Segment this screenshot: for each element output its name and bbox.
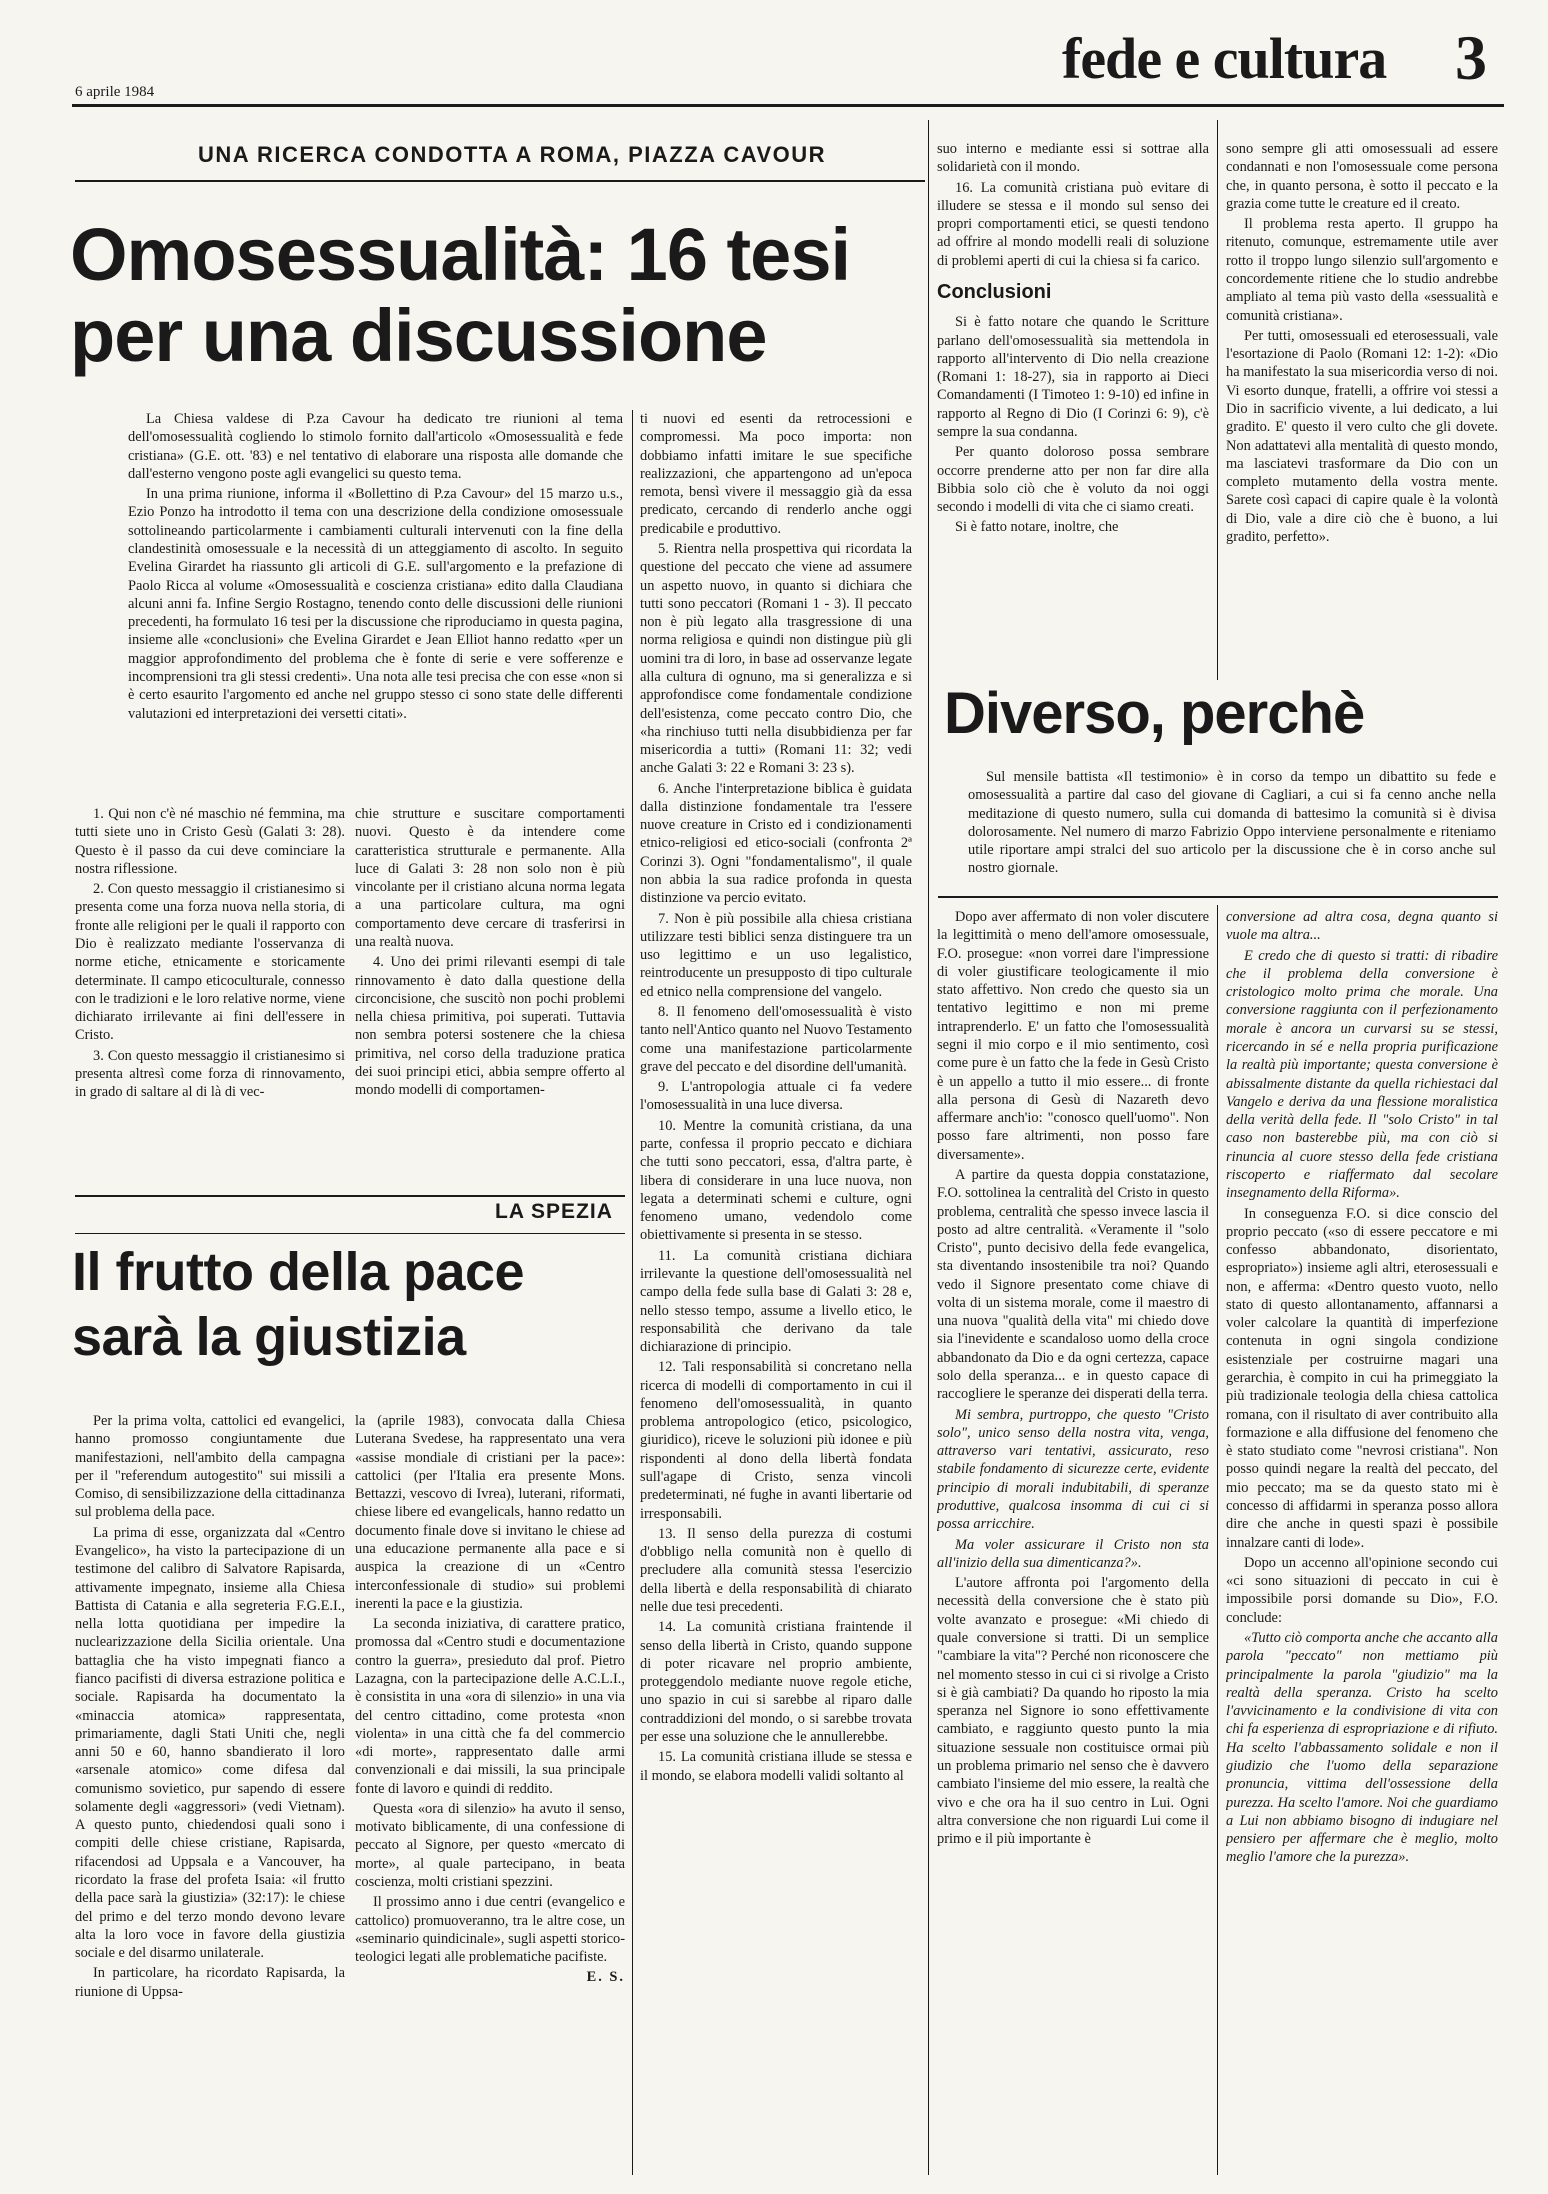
thesis-paragraph: 2. Con questo messaggio il cristianesimo si presenta come una forza nuova nella storia, di fronte alle religioni per le quali il rapporto con Dio è realizzato mediante l'osservanza di norme etiche, etnicamente e storicamente determinate. Il campo eticoculturale, connesso con le tradizioni e le loro relative norme, viene dichiarato irrilevante ai fini dell'essere in Cristo. bbox=[75, 881, 345, 1044]
quote-paragraph: In conseguenza F.O. si dice conscio del proprio peccato («so di essere peccatore e mi confesso abbandonato, disorientato, espropriato») insieme agli altri, eterosessuali e non, e afferma: «Dentro questo vuoto, nello stato di questo allontanamento, affannarsi a voler calcolare la quantità di imperfezione contenuta in ogni singola condizione esistenziale per costruirne magari una gerarchia, è compito in cui ha primeggiato la più tradizionale teologia della chiesa cattolica romana, con il risultato di aver contribuito alla formazione e alla diffusione del fenomeno che è stato studiato come "nevrosi cristiana". Non posso quindi negare la realtà del peccato, del mio peccato; ma se da questo stato mi è concesso di affidarmi in speranza posso allora dire che anche in questi spazi è possibile innalzare canti di lode». bbox=[1226, 1205, 1498, 1551]
article3-column-2 bbox=[355, 1412, 625, 2172]
quote-paragraph: Ma voler assicurare il Cristo non sta all'inizio della sua dimenticanza?». bbox=[937, 1536, 1209, 1571]
article3-title-line1: Il frutto della pace bbox=[72, 1242, 525, 1302]
article1-kicker-rule bbox=[75, 180, 925, 182]
intro-paragraph: Sul mensile battista «Il testimonio» è in corso da tempo un dibattito su fede e omosessualità a partire dal caso del giovane di Cagliari, a cui si fa cenno anche nella meditazione di questo numero, sulla cui domanda di battesimo la comunità si è divisa dolorosamente. Nel numero di marzo Fabrizio Oppo interviene personalmente e riteniamo utile riportare ampi stralci del suo articolo per la discussione che è in corso anche sul nostro giornale. bbox=[968, 769, 1496, 877]
article3-paragraph: Questa «ora di silenzio» ha avuto il senso, motivato biblicamente, di una confessione di peccato al Signore, per questo «mercato di morte», al quale partecipano, in beata coscienza, molti cristiani spezzini. bbox=[355, 1800, 625, 1891]
article3-title bbox=[72, 1240, 524, 1370]
article1-title-line2: per una discussione bbox=[70, 294, 767, 378]
article2-intro bbox=[968, 768, 1496, 893]
article3-paragraph: Per la prima volta, cattolici ed evangelici, hanno promosso congiuntamente due manifestazioni, nell'ambito della campagna per il "referendum autogestito" sui missili a Comiso, di sensibilizzazione della cittadinanza sul problema della pace. bbox=[75, 1413, 345, 1521]
column-rule bbox=[1217, 905, 1218, 2175]
article2-title: Diverso, perchè bbox=[944, 681, 1365, 746]
thesis-paragraph: 4. Uno dei primi rilevanti esempi di tale rinnovamento è dato dalla questione della circoncisione, che suscitò non pochi problemi nella chiesa primitiva, poi superati. Tuttavia non sembra potersi sostenere che la chiesa primitiva, nel corso della traduzione pratica dei suoi principi etici, abbia sempre offerto al mondo modelli di comportamen- bbox=[355, 954, 625, 1099]
article1-column-a bbox=[75, 805, 345, 1205]
thesis-paragraph: 3. Con questo messaggio il cristianesimo si presenta altresì come forza di rinnovamento, in grado di saltare al di là di vec- bbox=[75, 1047, 345, 1101]
article3-top-rule bbox=[75, 1195, 625, 1197]
article1-intro bbox=[128, 410, 623, 800]
article1-column-b bbox=[355, 805, 625, 1205]
article3-paragraph: Il prossimo anno i due centri (evangelico e cattolico) promuoveranno, tra le altre cose, un «seminario quindicinale», sugli aspetti storico-teologici legati alle problematiche pacifiste. bbox=[355, 1894, 625, 1966]
thesis-paragraph: chie strutture e suscitare comportamenti nuovi. Questo è da intendere come caratteristica strutturale e permanente. Alla luce di Galati 3: 28 non solo non è più vincolante per il cristiano alcuna norma legata a una particolare cultura, ma ogni comportamento deve cercare di trasferirsi in una realtà nuova. bbox=[355, 806, 625, 950]
thesis-paragraph: 15. La comunità cristiana illude se stessa e il mondo, se elabora modelli validi soltanto al bbox=[640, 1749, 912, 1784]
header-rule bbox=[72, 104, 1504, 107]
article3-kicker: LA SPEZIA bbox=[495, 1200, 613, 1223]
thesis-paragraph: 9. L'antropologia attuale ci fa vedere l'omosessualità in una luce diversa. bbox=[640, 1079, 912, 1114]
quote-paragraph: «Tutto ciò comporta anche che accanto alla parola "peccato" non mettiamo più principalmente la parola "giudizio" ma la realtà della speranza. Cristo ha scelto l'avvicinamento e la condivisione di vita con chi fa esperienza di espropriazione e di rifiuto. Ha scelto l'abbassamento solidale e non il giudizio che l'uomo della separazione pronuncia, vittima dell'ossessione della purezza. Ha scelto l'amore. Noi che guardiamo a Lui non abbiamo bisogno di indugiare nel pensiero per affermare che è meglio, molto meglio l'amore che la purezza». bbox=[1226, 1629, 1498, 1866]
column-rule bbox=[928, 120, 929, 2175]
article1-title-line1: Omosessualità: 16 tesi bbox=[70, 213, 851, 296]
article1-column-e bbox=[1226, 140, 1498, 680]
quote-paragraph: Mi sembra, purtroppo, che questo "Cristo solo", unico senso della nostra vita, venga, attraverso vari tentativi, assicurato, reso stabile fondamento di sicurezze certe, evidente principio di morali indubitabili, di speranze produttive, qualcosa insomma di cui ci si possa arricchire. bbox=[937, 1406, 1209, 1533]
column-rule bbox=[632, 410, 633, 2175]
intro-paragraph: In una prima riunione, informa il «Bollettino di P.za Cavour» del 15 marzo u.s., Ezio Ponzo ha introdotto il tema con una descrizione della condizione omosessuale sottolineando particolarmente i cambiamenti culturali intervenuti con la fine della clandestinità omosessuale e la necessità di un atteggiamento di ascolto. In seguito Evelina Girardet ha riassunto gli articoli di G.E. sull'argomento e la prefazione di Paolo Ricca al volume «Omosessualità e coscienza cristiana» edito dalla Claudiana alcuni anni fa. Infine Sergio Rostagno, tenendo conto delle discussioni delle riunioni precedenti, ha formulato 16 tesi per la discussione che riproduciamo in questa pagina, insieme alle «conclusioni» che Evelina Girardet e Jean Elliot hanno redatto «per un maggior approfondimento del problema che è fonte di serie e vere sofferenze e incomprensioni tra gli stessi credenti». Una nota alle tesi precisa che con esse «non si è certo esaurito l'argomento ed anche nel gruppo stesso ci sono state delle differenti valutazioni ed interpretazioni dei versetti citati». bbox=[128, 486, 623, 722]
article2-intro-rule bbox=[938, 896, 1498, 898]
page-number: 3 bbox=[1455, 22, 1487, 93]
conclusion-paragraph: sono sempre gli atti omosessuali ad essere condannati e non l'omosessuale come persona che, in quanto persona, è sotto il peccato e la grazia come tutte le creature ed il creato. bbox=[1226, 141, 1498, 212]
thesis-paragraph: 6. Anche l'interpretazione biblica è guidata dalla distinzione fondamentale tra l'essere nuove creature in Cristo ed i condizionamenti etnico-religiosi ed etico-sociali (confronta 2ª Corinzi 3). Ogni "fondamentalismo", il quale non abbia la sua radice profonda in questa distinzione va percio evitato. bbox=[640, 780, 912, 907]
thesis-paragraph: 1. Qui non c'è né maschio né femmina, ma tutti siete uno in Cristo Gesù (Galati 3: 28). Questo è il passo da cui deve cominciare la nostra riflessione. bbox=[75, 806, 345, 877]
thesis-paragraph: 14. La comunità cristiana fraintende il senso della libertà in Cristo, quando suppone di poter ricavare nel proprio ambiente, proteggendolo mediante nuove regole etiche, uno spazio in cui si sarebbe al riparo dalle contraddizioni del mondo, o si sarebbe trovata per esse una soluzione che le annullerebbe. bbox=[640, 1619, 912, 1745]
conclusion-paragraph: Il problema resta aperto. Il gruppo ha ritenuto, comunque, estremamente utile aver rotto il troppo lungo silenzio sull'argomento e concordemente ritiene che lo studio andrebbe ampliato al tema più vasto della «sessualità e comunità cristiana». bbox=[1226, 216, 1498, 324]
thesis-paragraph: suo interno e mediante essi si sottrae alla solidarietà con il mondo. bbox=[937, 141, 1209, 176]
article3-column-1 bbox=[75, 1412, 345, 2172]
conclusion-paragraph: Per tutti, omosessuali ed eterosessuali, vale l'esortazione di Paolo (Romani 12: 1-2): «Dio ha manifestato la sua misericordia verso di noi. Vi esorto dunque, fratelli, a offrire voi stessi a Dio in sacrificio vivente, a lui dedicato, a lui gradito. E' questo il vero culto che gli dovete. Non adattatevi alla mentalità di questo mondo, ma lasciatevi trasformare da Dio con un completo mutamento della vostra mente. Sarete così capaci di capire quale è la volontà di Dio, vale a dire ciò che è buono, a lui gradito, perfetto». bbox=[1226, 327, 1498, 545]
conclusion-paragraph: Per quanto doloroso possa sembrare occorre prenderne atto per non far dire alla Bibbia solo ciò che è voluto da noi oggi secondo i modelli di vita che ci siamo creati. bbox=[937, 444, 1209, 516]
article3-paragraph: La seconda iniziativa, di carattere pratico, promossa dal «Centro studi e documentazione contro la guerra», presieduto dal prof. Pietro Lazagna, con la partecipazione delle A.C.L.I., è consistita in una «ora di silenzio» in una via del centro cittadino, come protesta «non violenta» in una città che fa del commercio «di morte», rappresentato dalle armi convenzionali e dai missili, la sua principale fonte di lavoro e quindi di reddito. bbox=[355, 1616, 625, 1797]
article3-paragraph: la (aprile 1983), convocata dalla Chiesa Luterana Svedese, ha rappresentato una vera «assise mondiale di cristiani per la pace»: cattolici (per l'Italia era presente Mons. Bettazzi, vescovo di Ivrea), luterani, riformati, chiese libere ed evangelicals, hanno redatto un documento finale dove si invitano le chiese ad una educazione permanente alla pace e si auspica la creazione di un «Centro interconfessionale di studio» sui problemi inerenti la pace e la giustizia. bbox=[355, 1413, 625, 1612]
thesis-paragraph: 16. La comunità cristiana può evitare di illudere se stessa e il mondo sul senso dei propri comportamenti etici, se questi tendono ad offrire al mondo modelli reali di soluzione di problemi aperti di cui la chiesa si fa carico. bbox=[937, 179, 1209, 269]
conclusion-paragraph: Si è fatto notare, inoltre, che bbox=[955, 519, 1119, 536]
quote-paragraph: Dopo un accenno all'opinione secondo cui «ci sono situazioni di peccato in cui è impossibile porsi domande su Dio», F.O. conclude: bbox=[1226, 1554, 1498, 1626]
thesis-paragraph: 7. Non è più possibile alla chiesa cristiana utilizzare testi biblici senza distinguere tra un uso legittimo e un uso legalistico, reintroducente un presupposto di tipo culturale ed etnico nella comprensione del vangelo. bbox=[640, 910, 912, 1000]
column-rule bbox=[1217, 120, 1218, 680]
article2-column-1 bbox=[937, 908, 1209, 2170]
conclusion-paragraph: Si è fatto notare che quando le Scritture parlano dell'omosessualità sia mettendola in rapporto all'intervento di Dio nella creazione (Romani 1: 18-27), sia in rapporto ai Dieci Comandamenti (I Timoteo 1: 9-10) ed infine in rapporto al Regno di Dio (I Corinzi 6: 9), c'è sempre la sua condanna. bbox=[937, 314, 1209, 441]
article1-kicker: UNA RICERCA CONDOTTA A ROMA, PIAZZA CAVOUR bbox=[198, 142, 827, 167]
article3-signature: E. S. bbox=[586, 1969, 625, 1986]
article2-column-2 bbox=[1226, 908, 1498, 2170]
section-title: fede e cultura bbox=[1062, 26, 1387, 91]
article3-paragraph: La prima di esse, organizzata dal «Centro Evangelico», ha visto la partecipazione di un testimone del calibro di Salvatore Rapisarda, attivamente impegnato, insieme alla Chiesa Battista di Catania e alla segreteria F.G.E.I., nella lotta quotidiana per impedire la nuclearizzazione della Sicilia orientale. Una battaglia che ha visto impegnati fianco a fianco pacifisti di diversa estrazione politica e sociale. Rapisarda ha documentato la «minaccia atomica» rappresentata, primariamente, dagli Stati Uniti che, negli anni 50 e 60, hanno sbandierato il loro «arsenale atomico» come difesa dal comunismo sovietico, pur sapendo di essere solamente degli «aggressori» (vedi Vietnam). A questo punto, chiedendosi quali sono i compiti delle chiese cristiane, Rapisarda, rifacendosi ad Uppsala e a Vancouver, ha ricordato la frase del profeta Isaia: «il frutto della pace sarà la giustizia» (32:17): le chiese del primo e del terzo mondo devono levare alta la loro voce in favore della giustizia sociale e del disarmo unilaterale. bbox=[75, 1524, 345, 1962]
quote-paragraph: L'autore affronta poi l'argomento della necessità della conversione che è stato più volte avanzato e prosegue: «Mi chiedo di quale conversione si tratti. Di un semplice "cambiare la vita"? Perché non riconoscere che nel momento stesso in cui ci si rivolge a Cristo si è già cambiati? Da quando ho riposto la mia speranza nel Signore io sono effettivamente cambiato, e raggiunto questo punto la mia situazione sessuale non costituisce ormai più un problema primario nel senso che è davvero cambiato l'insieme del mio essere, la realtà che vivo e che ora ha il suo centro in Lui. Ogni altra conversione che non riguardi Lui come il primo e il più importante è bbox=[937, 1575, 1209, 1848]
thesis-paragraph: ti nuovi ed esenti da retrocessioni e compromessi. Ma poco importa: non dobbiamo infatti imitare le sue specifiche realizzazioni, che appartengono ad un'epoca remota, bensì vivere il messaggio già da essa predicato, cercando di renderlo anche oggi predicabile e produttivo. bbox=[640, 411, 912, 537]
conclusions-heading: Conclusioni bbox=[937, 280, 1052, 303]
thesis-paragraph: 13. Il senso della purezza di costumi d'obbligo nella comunità non è quello di precludere alla comunità stessa l'esercizio della libertà e della responsabilità di chiarato nelle due tesi precedenti. bbox=[640, 1525, 912, 1615]
page-date: 6 aprile 1984 bbox=[75, 84, 155, 100]
quote-paragraph: conversione ad altra cosa, degna quanto si vuole ma altra... bbox=[1226, 909, 1498, 944]
article1-column-c bbox=[640, 410, 912, 2170]
article3-kicker-rule bbox=[75, 1233, 625, 1234]
article3-paragraph: In particolare, ha ricordato Rapisarda, la riunione di Uppsa- bbox=[75, 1965, 345, 2000]
thesis-paragraph: 11. La comunità cristiana dichiara irrilevante la questione dell'omosessualità nel campo della fede sulla base di Galati 3: 28 e, nello stesso tempo, assume a livello etico, le responsabilità che derivano da tale dichiarazione di principio. bbox=[640, 1247, 912, 1356]
article3-title-line2: sarà la giustizia bbox=[72, 1306, 466, 1367]
thesis-paragraph: 8. Il fenomeno dell'omosessualità è visto tanto nell'Antico quanto nel Nuovo Testamento come una manifestazione particolarmente grave del peccato e del disordine dell'umanità. bbox=[640, 1004, 912, 1075]
quote-paragraph: A partire da questa doppia constatazione, F.O. sottolinea la centralità del Cristo in questo problema, centralità che spesso invece lascia il posto ad altre centralità. «Veramente il "solo Cristo", punto decisivo della fede evangelica, sta diventando insostenibile tra noi? Quando vedo il Signore presentato come chiave di volta di un sistema morale, come il maestro di una nuova "qualità della vita" mi chiedo dove sia l'inevidente e scandaloso uomo della croce abbandonato da Dio e da ogni certezza, capace solo della speranza... e in questo capace di raccogliere le speranze dei disperati della terra. bbox=[937, 1166, 1209, 1403]
thesis-paragraph: 10. Mentre la comunità cristiana, da una parte, confessa il proprio peccato e dichiara che tutti sono peccatori, essa, d'altra parte, è libera di considerare in una luce nuova, non legata a determinati schemi e culture, ogni fenomeno umano, vedendolo come obiettivamente si presenta in se stesso. bbox=[640, 1117, 912, 1244]
thesis-paragraph: 12. Tali responsabilità si concretano nella ricerca di modelli di comportamento in cui il fenomeno dell'omosessualità, in quanto problema antropologico (etico, psicologico, giuridico), riceve le soluzioni più idonee e più rispondenti al dono della libertà fondata sull'agape di Cristo, senza vincoli predeterminati, né fughe in avanti libertarie od irresponsabili. bbox=[640, 1359, 912, 1522]
article1-title bbox=[70, 214, 850, 377]
quote-paragraph: E credo che di questo si tratti: di ribadire che il problema della conversione è cristologico molto prima che morale. Una conversione raggiunta con il perfezionamento morale è ancora un curvarsi su se stessi, ricercando in sé e nella propria purificazione la realtà più importante; questa conversione è abissalmente distante da quella richiestaci dal Vangelo e deriva da una flessione moralistica della verità della fede. Il "solo Cristo" in tal caso non basterebbe più, ma con ciò si rinuncia al cuore stesso della fede cristiana riscoperto e riaffermato dal secolare insegnamento della Riforma». bbox=[1226, 947, 1498, 1202]
thesis-paragraph: 5. Rientra nella prospettiva qui ricordata la questione del peccato che viene ad assumere un aspetto nuovo, in quanto si dichiara che tutti sono peccatori (Romani 1 - 3). Il peccato non è più legato alla trasgressione di una norma religiosa e quindi non distingue più gli uomini tra di loro, in base ad osservanze legate alla cultura di ognuno, ma si generalizza e si approfondisce come fondamentale condizione dell'esistenza, come peccato contro Dio, che «ha rinchiuso tutti nella disubbidienza per far misericordia a tutti» (Romani 11: 32; vedi anche Galati 3: 22 e Romani 3: 23 s). bbox=[640, 540, 912, 777]
quote-paragraph: Dopo aver affermato di non voler discutere la legittimità o meno dell'amore omosessuale, F.O. prosegue: «non vorrei dare l'impressione di voler giustificare teologicamente il mio stato affettivo. Non credo che questo sia un tentativo legittimo e non mi preme intraprenderlo. E' un fatto che l'omosessualità segni il mio corpo e il mio sentimento, così come pure è un fatto che la fede in Gesù Cristo è un appello a tutto il mio essere... di fronte alla persona di Gesù di Nazareth devo affermare anch'io: "conosco quell'uomo". Non posso fare altrimenti, non posso fare diversamente». bbox=[937, 909, 1209, 1163]
intro-paragraph: La Chiesa valdese di P.za Cavour ha dedicato tre riunioni al tema dell'omosessualità cogliendo lo stimolo fornito dall'articolo «Omosessualità e fede cristiana» (G.E. ott. '83) e nel tentativo di elaborare una risposta alle domande che dall'esterno vengono poste agli evangelici su questo tema. bbox=[128, 411, 623, 482]
